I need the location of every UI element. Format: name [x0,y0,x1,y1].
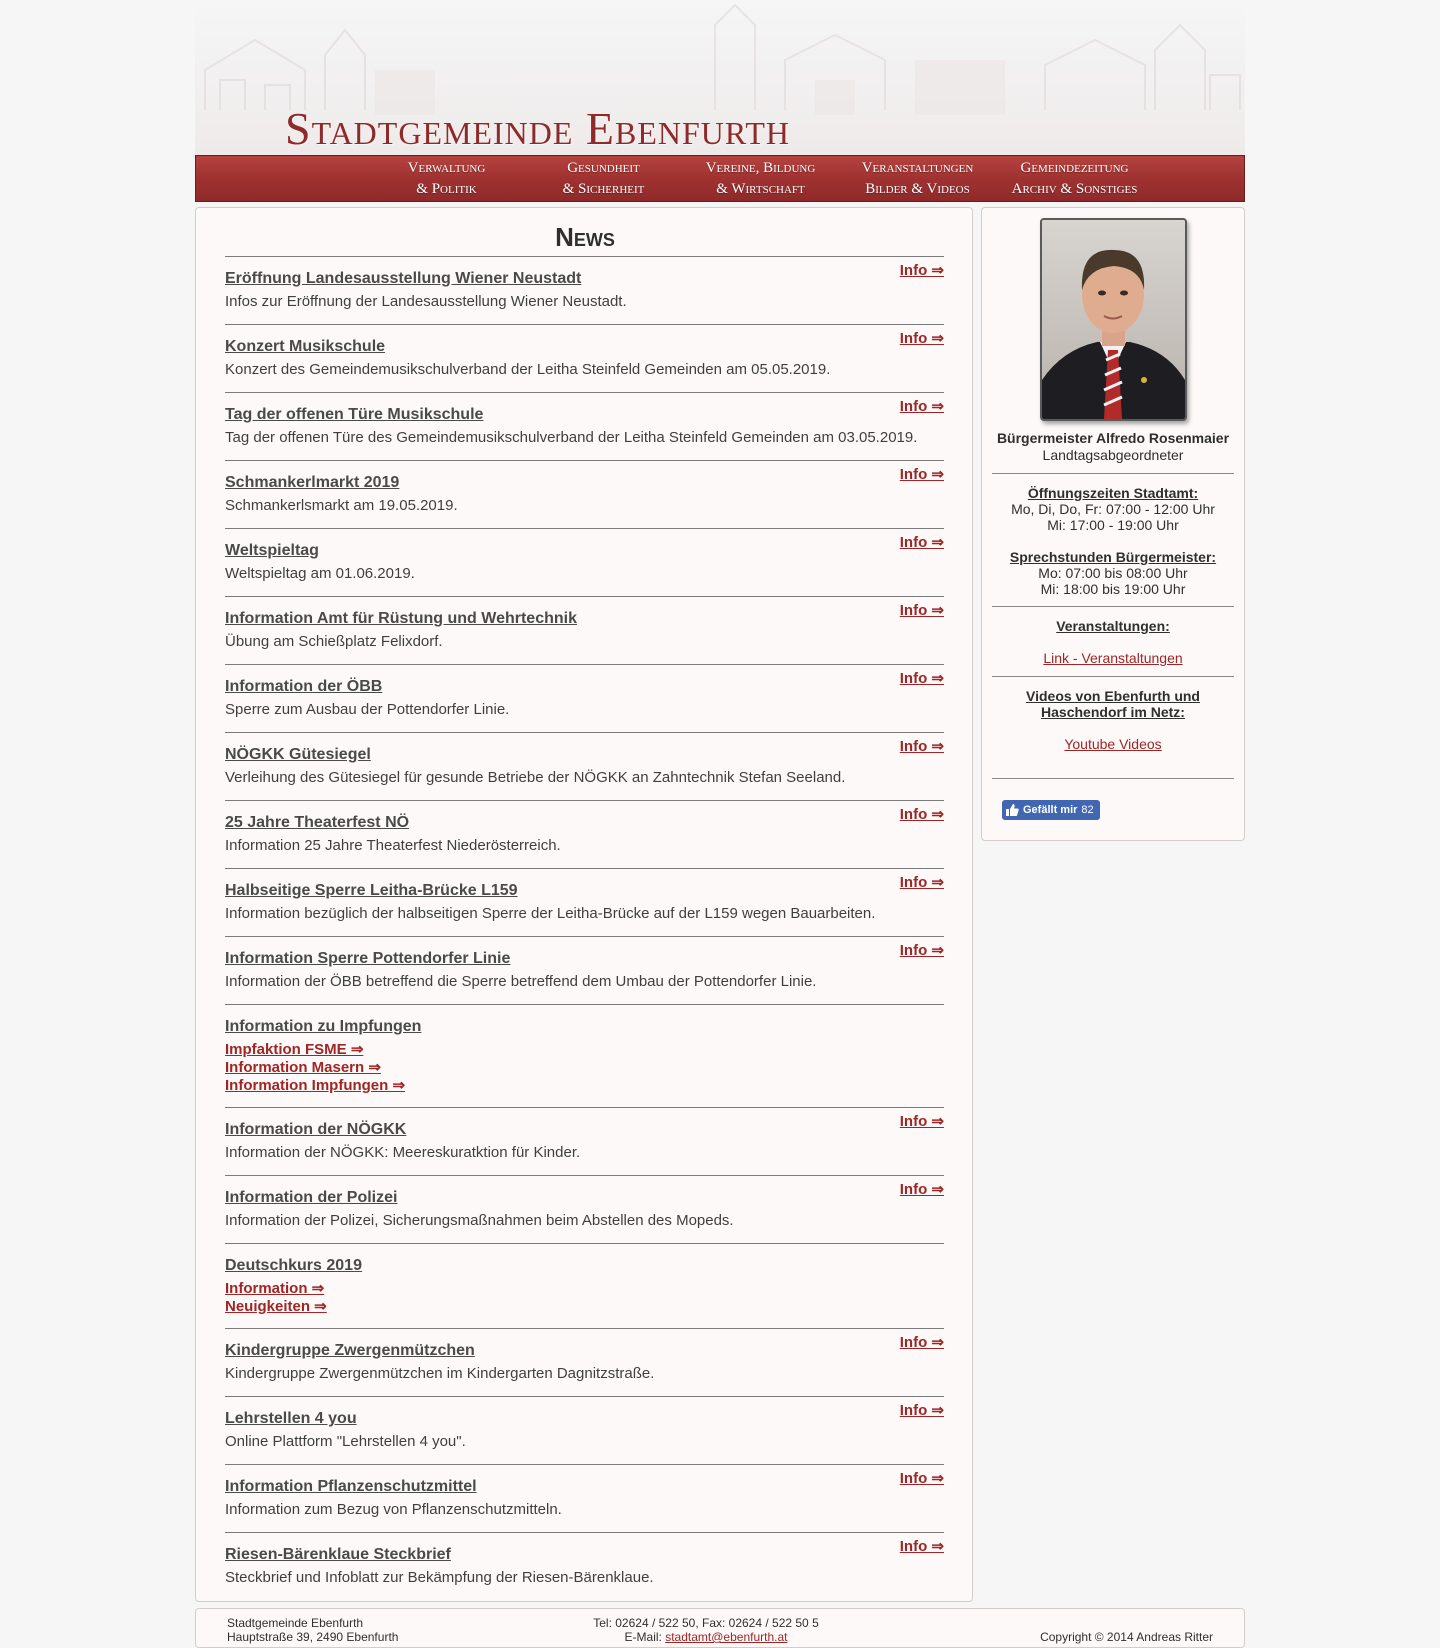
news-info-link[interactable]: Info ⇒ [899,330,944,347]
nav-item-vereine[interactable] [682,156,839,201]
news-sub-link[interactable]: Information Masern ⇒ [225,1059,381,1076]
divider [992,473,1234,474]
mayor-consultation [982,549,1244,597]
nav-item-verwaltung[interactable] [368,156,525,201]
news-item-description: Information der NÖGKK: Meereskuratktion für Kinder. [225,1144,581,1161]
news-item-description: Verleihung des Gütesiegel für gesunde Betriebe der NÖGKK an Zahntechnik Stefan Seeland. [225,769,846,786]
news-item [225,1004,944,1107]
main-navigation [195,155,1245,202]
office-hours-line: Mo, Di, Do, Fr: 07:00 - 12:00 Uhr [1011,501,1215,517]
divider [992,676,1234,677]
news-info-link[interactable]: Info ⇒ [899,262,944,279]
news-item-description: Online Plattform "Lehrstellen 4 you". [225,1433,466,1450]
news-item [225,1107,944,1175]
consultation-line: Mo: 07:00 bis 08:00 Uhr [1038,565,1188,581]
news-item-description: Schmankerlsmarkt am 19.05.2019. [225,497,458,514]
news-item [225,1243,944,1328]
news-item-title[interactable]: Schmankerlmarkt 2019 [225,474,400,491]
news-item [225,392,944,460]
news-item [225,1175,944,1243]
news-item [225,1328,944,1396]
news-list [225,256,944,1600]
nav-label-line1: Gemeindezeitung [1020,160,1129,176]
nav-item-gemeindezeitung[interactable] [996,156,1153,201]
youtube-videos-link[interactable]: Youtube Videos [1064,736,1162,752]
news-item-description: Information der Polizei, Sicherungsmaßnahmen beim Abstellen des Mopeds. [225,1212,734,1229]
news-item-title[interactable]: Riesen-Bärenklaue Steckbrief [225,1546,451,1563]
footer-phone: Tel: 02624 / 522 50, Fax: 02624 / 522 50 5 [593,1616,819,1630]
news-item-title[interactable]: Information zu Impfungen [225,1018,422,1035]
news-item [225,800,944,868]
divider [992,606,1234,607]
news-item-title[interactable]: Kindergruppe Zwergenmützchen [225,1342,475,1359]
nav-label-line2: & Wirtschaft [716,181,805,197]
videos-heading: Videos von Ebenfurth und [1026,688,1200,704]
consultation-line: Mi: 18:00 bis 19:00 Uhr [1040,581,1186,597]
news-item-title[interactable]: Information Pflanzenschutzmittel [225,1478,477,1495]
events-section [982,618,1244,634]
news-item [225,1464,944,1532]
news-item-description: Weltspieltag am 01.06.2019. [225,565,415,582]
news-item [225,596,944,664]
news-item [225,1532,944,1600]
news-item [225,664,944,732]
events-link[interactable]: Link - Veranstaltungen [1043,650,1183,666]
consultation-heading: Sprechstunden Bürgermeister: [1009,549,1217,565]
office-hours-heading: Öffnungszeiten Stadtamt: [1027,485,1199,501]
events-heading: Veranstaltungen: [1056,618,1170,634]
videos-heading: Haschendorf im Netz: [1041,704,1185,720]
footer-org: Stadtgemeinde Ebenfurth [227,1616,364,1630]
videos-link-wrap [982,736,1244,752]
nav-label-line1: Veranstaltungen [861,160,974,176]
events-link-wrap [982,650,1244,666]
nav-item-veranstaltungen[interactable] [839,156,996,201]
news-item [225,1396,944,1464]
news-item-description: Übung am Schießplatz Felixdorf. [225,633,443,650]
mayor-role: Landtagsabgeordneter [1042,447,1184,463]
news-info-link[interactable]: Info ⇒ [899,670,944,687]
news-item-description: Information bezüglich der halbseitigen Sperre der Leitha-Brücke auf der L159 wegen Bauarbeiten. [225,905,876,922]
nav-label-line1: Gesundheit [567,160,640,176]
news-sub-link[interactable]: Information Impfungen ⇒ [225,1077,406,1094]
news-item-description: Infos zur Eröffnung der Landesausstellung Wiener Neustadt. [225,293,627,310]
news-item-title[interactable]: Information Sperre Pottendorfer Linie [225,950,511,967]
sidebar [981,207,1245,841]
news-item-description: Kindergruppe Zwergenmützchen im Kindergarten Dagnitzstraße. [225,1365,655,1382]
nav-label-line1: Vereine, Bildung [705,160,816,176]
news-item-description: Tag der offenen Türe des Gemeindemusikschulverband der Leitha Steinfeld Gemeinden am 03.05.2019. [225,429,918,446]
footer-copyright: Copyright © 2014 Andreas Ritter [1040,1630,1213,1644]
news-item-title[interactable]: Konzert Musikschule [225,338,386,355]
news-info-link[interactable]: Info ⇒ [899,1470,944,1487]
news-item-title[interactable]: Information der NÖGKK [225,1121,407,1138]
office-hours [982,485,1244,533]
footer-email-link[interactable]: stadtamt@ebenfurth.at [665,1630,788,1644]
videos-section [982,688,1244,720]
news-item-title[interactable]: Deutschkurs 2019 [225,1257,362,1274]
facebook-like-button[interactable] [1002,800,1100,820]
news-item [225,868,944,936]
news-item [225,460,944,528]
news-item-title[interactable]: Eröffnung Landesausstellung Wiener Neustadt [225,270,582,287]
news-item [225,936,944,1004]
news-item [225,528,944,596]
news-item-description: Information zum Bezug von Pflanzenschutzmitteln. [225,1501,562,1518]
news-heading: News [555,222,615,252]
site-title[interactable]: Stadtgemeinde Ebenfurth [285,103,790,154]
news-item-title[interactable]: Tag der offenen Türe Musikschule [225,406,484,423]
news-item-title[interactable]: NÖGKK Gütesiegel [225,746,371,763]
nav-label-line2: & Sicherheit [562,181,645,197]
facebook-like-label: Gefällt mir [1023,804,1078,816]
site-footer [195,1608,1245,1648]
facebook-like-count: 82 [1081,804,1094,816]
page-wrapper [195,0,1245,1644]
news-info-link[interactable]: Info ⇒ [899,534,944,551]
news-info-link[interactable]: Info ⇒ [899,874,944,891]
news-info-link[interactable]: Info ⇒ [899,466,944,483]
news-info-link[interactable]: Info ⇒ [899,1402,944,1419]
news-info-link[interactable]: Info ⇒ [899,1334,944,1351]
nav-item-gesundheit[interactable] [525,156,682,201]
news-item-title[interactable]: Lehrstellen 4 you [225,1410,357,1427]
news-item-description: Steckbrief und Infoblatt zur Bekämpfung der Riesen-Bärenklaue. [225,1569,654,1586]
news-item-title[interactable]: 25 Jahre Theaterfest NÖ [225,814,410,831]
footer-street: Hauptstraße 39, 2490 Ebenfurth [227,1630,399,1644]
news-info-link[interactable]: Info ⇒ [899,942,944,959]
footer-contact [556,1616,856,1644]
news-item-title[interactable]: Halbseitige Sperre Leitha-Brücke L159 [225,882,518,899]
nav-label-line2: Archiv & Sonstiges [1011,181,1138,197]
mayor-name: Bürgermeister Alfredo Rosenmaier [996,430,1230,446]
office-hours-line: Mi: 17:00 - 19:00 Uhr [1047,517,1179,533]
news-item-description: Konzert des Gemeindemusikschulverband der Leitha Steinfeld Gemeinden am 05.05.2019. [225,361,831,378]
news-item [225,256,944,324]
news-item-links [225,1041,944,1095]
mayor-portrait-image [1042,220,1185,419]
nav-label-line2: & Politik [416,181,477,197]
mayor-portrait [1040,218,1187,421]
news-item-title[interactable]: Information der ÖBB [225,678,383,695]
news-item-description: Sperre zum Ausbau der Pottendorfer Linie. [225,701,510,718]
news-item [225,732,944,800]
divider [992,778,1234,779]
news-item [225,324,944,392]
news-sub-link[interactable]: Information ⇒ [225,1280,325,1297]
news-item-title[interactable]: Information Amt für Rüstung und Wehrtechnik [225,610,577,627]
news-info-link[interactable]: Info ⇒ [899,738,944,755]
news-item-title[interactable]: Weltspieltag [225,542,319,559]
news-sub-link[interactable]: Impfaktion FSME ⇒ [225,1041,364,1058]
news-info-link[interactable]: Info ⇒ [899,1538,944,1555]
news-info-link[interactable]: Info ⇒ [899,1181,944,1198]
nav-label-line1: Verwaltung [407,160,486,176]
footer-address [227,1616,398,1644]
news-info-link[interactable]: Info ⇒ [899,398,944,415]
news-sub-link[interactable]: Neuigkeiten ⇒ [225,1298,327,1315]
footer-email-line [556,1630,856,1644]
news-item-description: Information der ÖBB betreffend die Sperre betreffend dem Umbau der Pottendorfer Linie. [225,973,817,990]
news-item-description: Information 25 Jahre Theaterfest Niederösterreich. [225,837,561,854]
news-info-link[interactable]: Info ⇒ [899,1113,944,1130]
nav-label-line2: Bilder & Videos [865,181,970,197]
news-panel [195,207,973,1602]
site-header [195,0,1245,155]
footer-email-label: E-Mail: [624,1630,662,1644]
thumbs-up-icon [1006,804,1019,816]
news-info-link[interactable]: Info ⇒ [899,806,944,823]
news-item-title[interactable]: Information der Polizei [225,1189,398,1206]
news-item-links [225,1280,944,1316]
news-info-link[interactable]: Info ⇒ [899,602,944,619]
